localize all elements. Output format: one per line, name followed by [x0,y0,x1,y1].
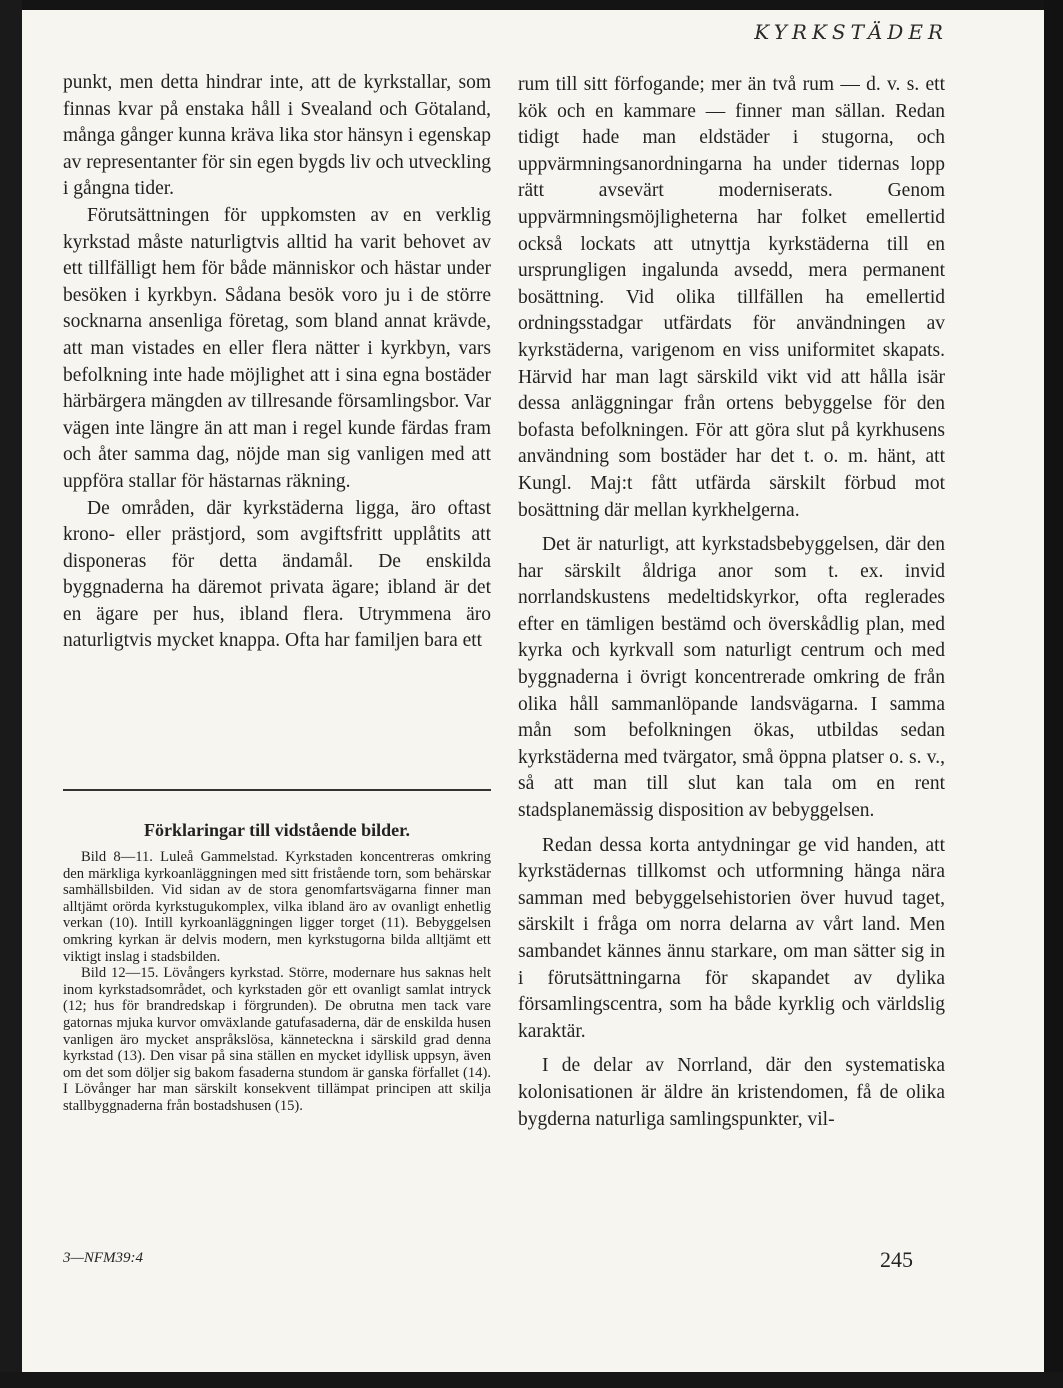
scan-border-right [1044,0,1063,1388]
left-paragraph-3: De områden, där kyrkstäderna ligga, äro oftast krono- eller prästjord, som avgiftsfritt upplåtits att disponeras för detta ändamål. De enskilda byggnaderna ha däremot privata ägare; ibland är det en ägare per hus, ibland flera. Utrymmena äro naturligtvis mycket knappa. Ofta har familjen bara ett [63,497,491,652]
right-paragraph-1: rum till sitt förfogande; mer än två rum — d. v. s. ett kök och en kammare — finner man sällan. Redan tidigt hade man eldstäder i stugorna, och uppvärmningsanordningarna ha under tidernas lopp rätt avsevärt moderniserats. Genom uppvärmningsmöjligheterna har folket emellertid också lockats att utnyttja kyrkstäderna till en ursprungligen ingalunda avsedd, mera permanent bosättning. Vid olika tillfällen ha emellertid ordningsstadgar utfärdats för användningen av kyrkstäderna, varigenom en viss uniformitet skapats. Härvid har man lagt särskild vikt vid att hålla isär dessa anläggningar från ortens bebyggelse för den bofasta befolkningen. För att göra slut på kyrkhusens användning som bostäder har det t. o. m. hänt, att Kungl. Maj:t fått utfärda särskilt förbud mot bosättning där mellan kyrkhelgerna. [518,74,945,521]
right-paragraph-4: I de delar av Norrland, där den systematiska kolonisationen är äldre än kristendomen, få de olika bygderna naturliga samlingspunkter, vil- [518,1055,945,1130]
caption-paragraph-2: Bild 12—15. Lövångers kyrkstad. Större, modernare hus saknas helt inom kyrkstadsområdet, och kyrkstaden gör ett ovanligt samlat intryck (12; hus för brandredskap i förgrunden). De obrutna men tack vare gatornas mjuka kurvor omväxlande gatufasaderna, där de enskilda husen vanligen äro mycket anspråkslösa, kännetecknа i särskild grad denna kyrkstad (13). Den visar på sina ställen en mycket idyllisk uppsyn, även om det som döljer sig bakom fasaderna stundom är ganska förfallet (14). I Lövånger har man särskilt konsekvent tillämpat principen att skilja stallbyggnaderna från bostadshusen (15). [63,965,491,1114]
right-column [518,72,945,1133]
scan-border-left [0,0,22,1388]
page-number: 245 [880,1247,913,1272]
caption-block [63,849,491,1115]
caption-divider [63,789,491,791]
caption-paragraph-1: Bild 8—11. Luleå Gammelstad. Kyrkstaden koncentreras omkring den märkliga kyrkoanläggningen med sitt fristående torn, som behärskar samhällsbilden. Vid sidan av de stora genomfartsvägarna finner man alltjämt orörda kyrkstugukomplex, vilka ibland äro av ovanligt enhetlig verkan (10). Intill kyrkoanläggningen ligger torget (11). Bebyggelsen omkring kyrkan är delvis modern, men kyrkstugorna bilda alltjämt ett viktigt inslag i stadsbilden. [63,849,491,965]
signature-mark: 3—NFM39:4 [63,1250,143,1266]
right-paragraph-3: Redan dessa korta antydningar ge vid handen, att kyrkstädernas tillkomst och utformning hänga nära samman med bebyggelsehistorien över huvud taget, särskilt i fråga om norra delarna av vårt land. Men sambandet kännes ännu starkare, om man sätter sig in i förutsättningarna för skapandet av dylika församlingscentra, som ha både kyrklig och världslig karaktär. [518,834,945,1042]
left-column [63,70,491,655]
right-paragraph-2: Det är naturligt, att kyrkstadsbebyggelsen, där den har särskilt åldriga anor som t. ex. invid norrlandskustens medeltidskyrkor, ofta reglerades efter en tämligen bestämd och överskådlig plan, med kyrka och kyrkvall som naturligt centrum och med byggnaderna i övrigt koncentrerade omkring de från olika håll sammanlöpande landsvägarna. I samma mån som befolkningen ökas, utbildas sedan kyrkstäderna med tvärgator, små öppna platser o. s. v., så att man till slut kan tala om en rent stadsplanemässig disposition av bebyggelsen. [518,534,945,822]
left-paragraph-2: Förutsättningen för uppkomsten av en verklig kyrkstad måste naturligtvis alltid ha varit behovet av ett tillfälligt hem för både människor och hästar under besöken i kyrkbyn. Sådana besök voro ju i de större socknarna ansenliga företag, som bland annat krävde, att man vistades en eller flera nätter i kyrkbyn, vars befolkning inte hade möjlighet att i sina egna bostäder härbärgera mängden av tillresande församlingsbor. Var vägen inte längre än att man i regel kunde färdas fram och åter samma dag, nöjde man sig vanligen med att uppföra stallar för hästarnas räkning. [63,204,491,492]
scan-border-bottom [0,1372,1063,1388]
scan-border-top [0,0,1063,10]
running-head: KYRKSTÄDER [754,20,948,44]
left-paragraph-1: punkt, men detta hindrar inte, att de kyrkstallar, som finnas kvar på enstaka håll i Svealand och Götaland, många gånger kunna kräva lika stor hänsyn i egenskap av representanter för sin egen bygds liv och utveckling i gångna tider. [63,72,491,200]
caption-title: Förklaringar till vidstående bilder. [143,820,411,840]
